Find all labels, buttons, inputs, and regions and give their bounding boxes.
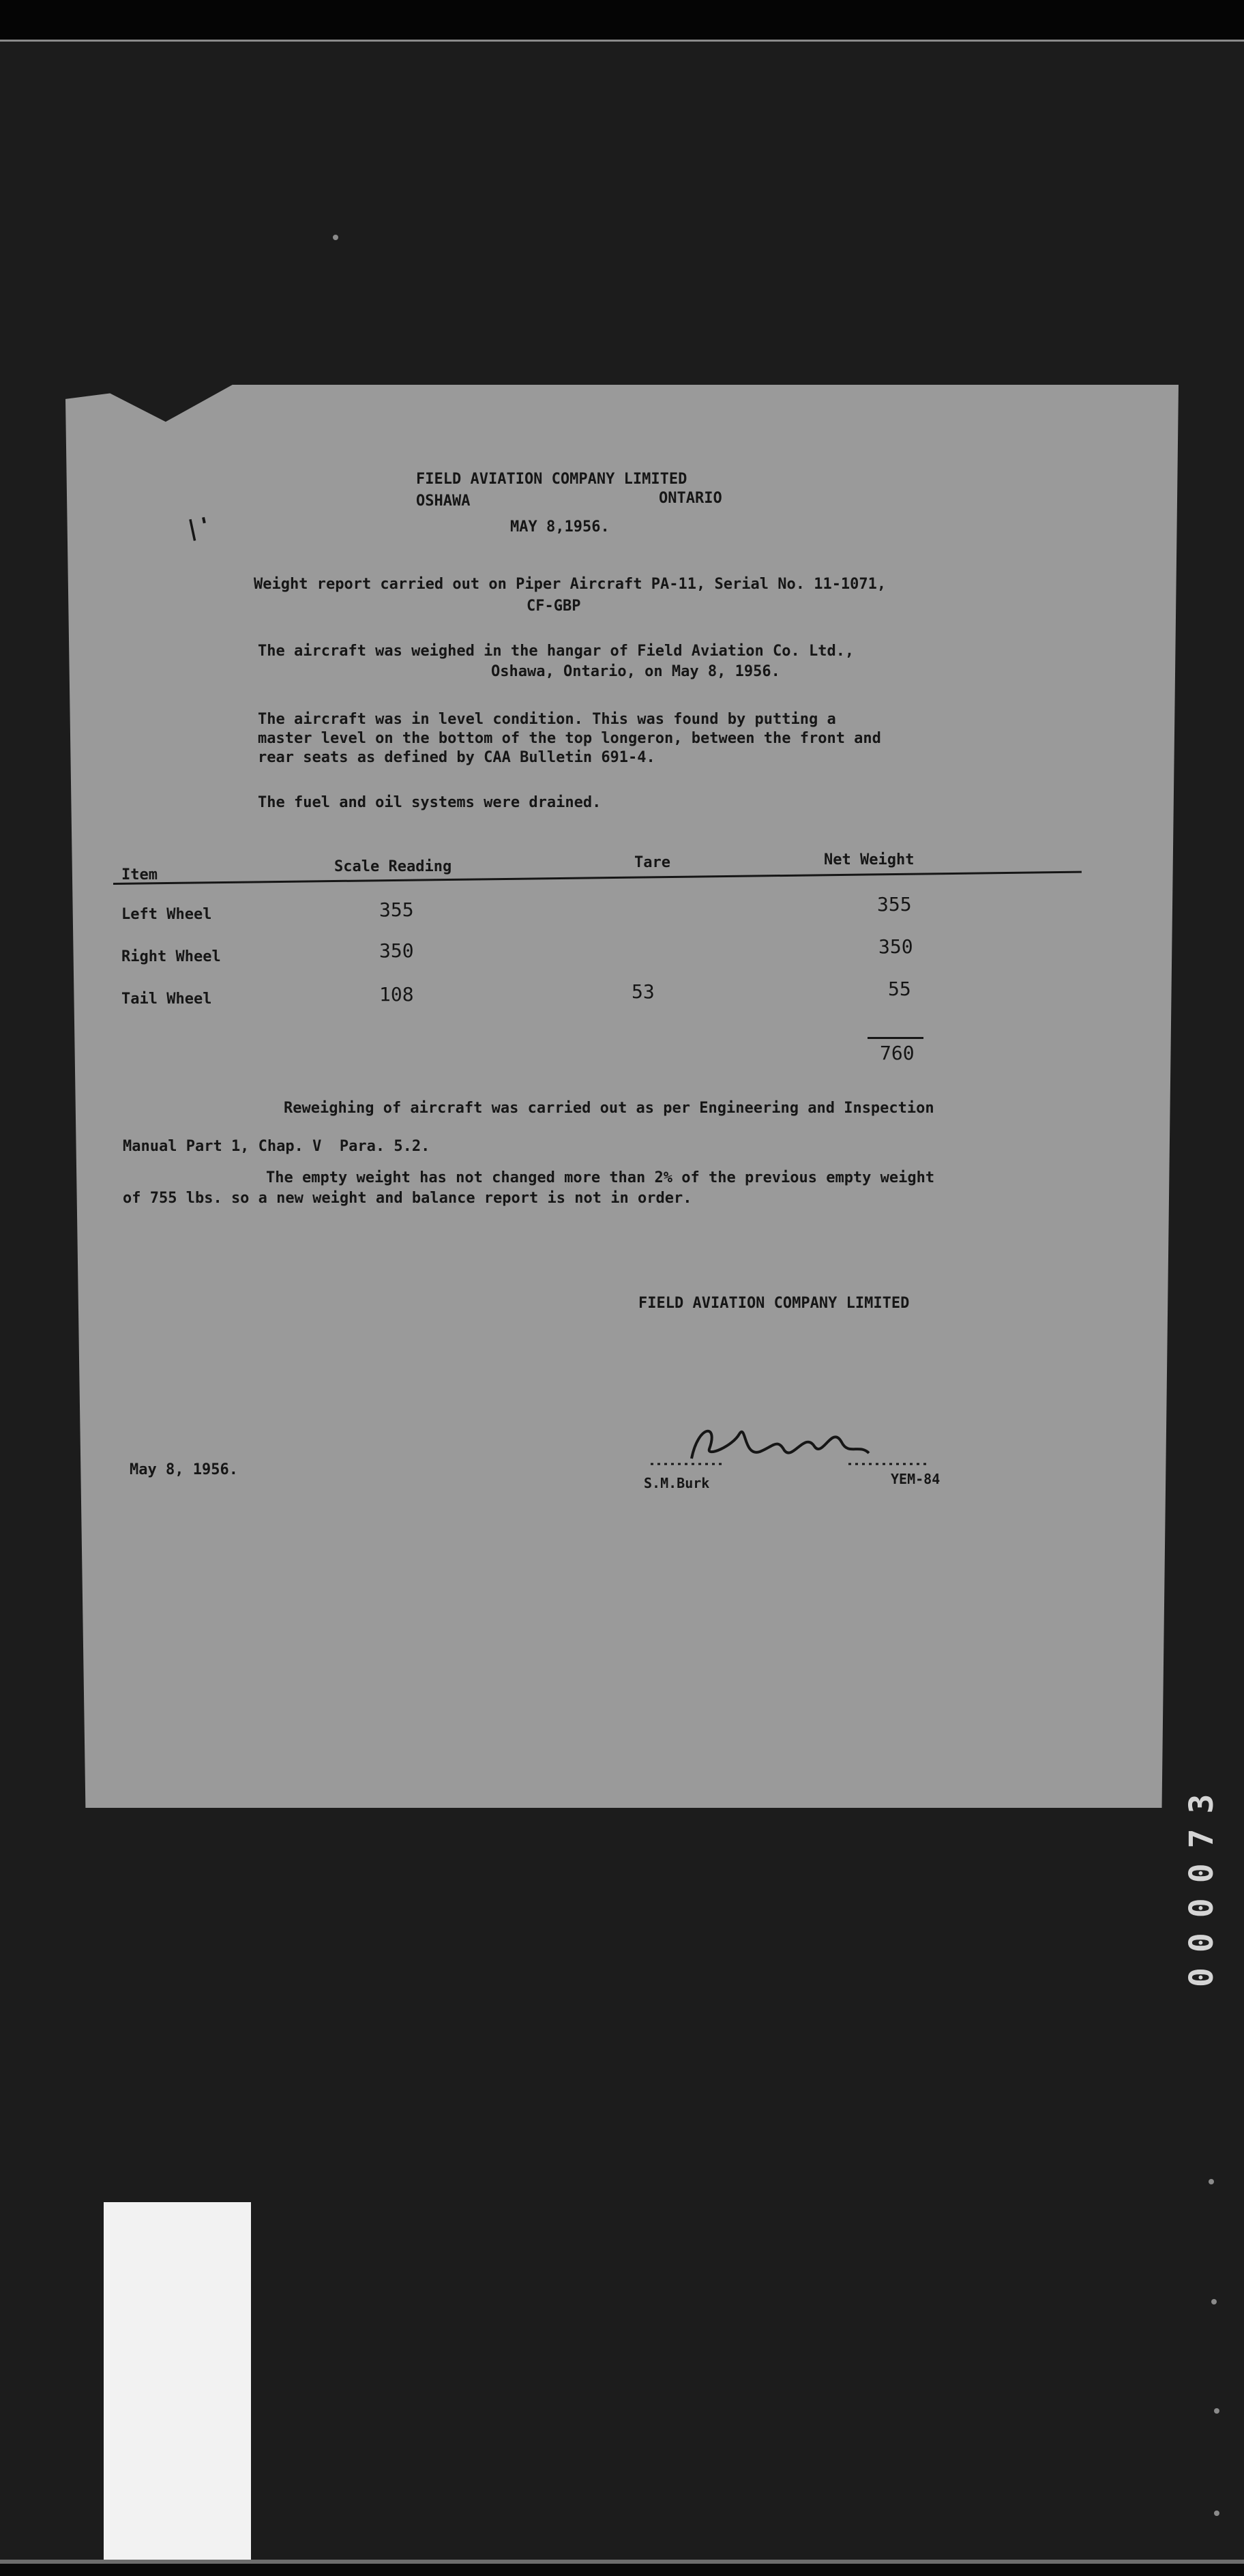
- reweigh-line-1: Reweighing of aircraft was carried out as per Engineering and Inspection: [284, 1100, 934, 1117]
- level-line-3: rear seats as defined by CAA Bulletin 691-4.: [258, 749, 655, 766]
- signature-name: S.M.Burk: [644, 1475, 710, 1491]
- film-speck: [333, 235, 338, 240]
- row-tail-item: Tail Wheel: [121, 991, 212, 1008]
- film-speck: [1214, 2408, 1219, 2414]
- signature-license: YEM-84: [891, 1471, 941, 1487]
- film-leader-strip: [104, 2202, 251, 2560]
- table-header-item: Item: [121, 866, 158, 883]
- letterhead-province: ONTARIO: [659, 490, 722, 507]
- total-net-weight: 760: [880, 1042, 915, 1064]
- document-page: [65, 385, 1179, 1808]
- drained-line: The fuel and oil systems were drained.: [258, 794, 602, 811]
- film-speck: [1209, 2179, 1214, 2184]
- hangar-line-2: Oshawa, Ontario, on May 8, 1956.: [491, 663, 780, 680]
- row-tail-scale: 108: [379, 983, 414, 1006]
- row-right-item: Right Wheel: [121, 948, 221, 965]
- report-line-1: Weight report carried out on Piper Aircraft PA-11, Serial No. 11-1071,: [254, 576, 887, 593]
- film-top-border: [0, 0, 1244, 40]
- empty-weight-line-1: The empty weight has not changed more than 2% of the previous empty weight: [266, 1169, 935, 1186]
- signature-company: FIELD AVIATION COMPANY LIMITED: [638, 1295, 910, 1312]
- microfilm-frame-number: 000073: [1183, 1779, 1221, 1987]
- row-left-scale: 355: [379, 898, 414, 921]
- signature-date: May 8, 1956.: [130, 1461, 238, 1478]
- hangar-line-1: The aircraft was weighed in the hangar of Field Aviation Co. Ltd.,: [258, 643, 855, 660]
- page-mark: |': [183, 511, 214, 543]
- report-line-2: CF-GBP: [527, 598, 581, 615]
- level-line-1: The aircraft was in level condition. This was found by putting a: [258, 711, 836, 728]
- row-left-item: Left Wheel: [121, 906, 212, 923]
- reweigh-line-2: Manual Part 1, Chap. V Para. 5.2.: [123, 1138, 430, 1155]
- letterhead-date: MAY 8,1956.: [510, 518, 610, 536]
- table-header-tare: Tare: [634, 854, 670, 871]
- row-right-scale: 350: [379, 939, 414, 962]
- empty-weight-line-2: of 755 lbs. so a new weight and balance report is not in order.: [123, 1190, 692, 1207]
- film-speck: [1211, 2299, 1217, 2304]
- level-line-2: master level on the bottom of the top longeron, between the front and: [258, 730, 881, 747]
- film-bottom-border: [0, 2564, 1244, 2576]
- table-header-net: Net Weight: [824, 851, 915, 868]
- total-rule: [868, 1037, 923, 1039]
- letterhead-company: FIELD AVIATION COMPANY LIMITED: [416, 471, 687, 488]
- film-speck: [1214, 2511, 1219, 2516]
- row-left-net: 355: [877, 893, 912, 916]
- handwritten-signature: [644, 1411, 930, 1472]
- table-header-scale: Scale Reading: [334, 858, 452, 875]
- row-tail-tare: 53: [632, 980, 655, 1003]
- film-top-edge: [0, 40, 1244, 42]
- row-right-net: 350: [878, 935, 913, 958]
- row-tail-net: 55: [888, 978, 911, 1000]
- letterhead-city: OSHAWA: [416, 493, 471, 510]
